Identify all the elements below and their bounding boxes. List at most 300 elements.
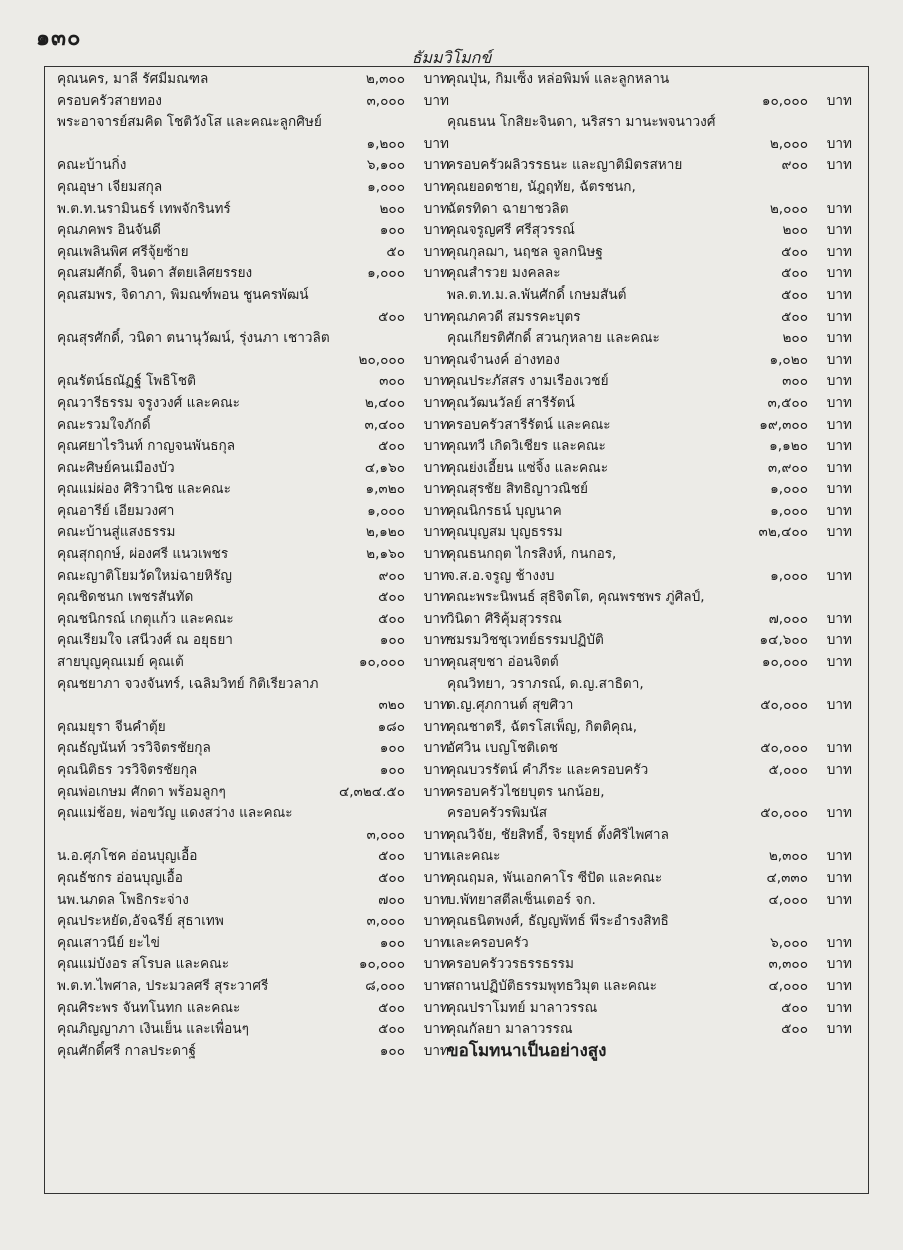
donor-entry xyxy=(57,566,449,588)
donation-amount: ๒,๐๐๐ xyxy=(769,135,808,152)
currency-unit: บาท xyxy=(826,762,852,778)
donor-entry xyxy=(57,695,449,717)
donor-entry xyxy=(447,1019,852,1041)
currency-unit: บาท xyxy=(826,697,852,714)
donor-name: คุณจำนงค์ อ่างทอง xyxy=(447,351,560,368)
donation-amount: ๑๐๐ xyxy=(379,632,405,649)
donor-name: คุณนคร, มาลี รัศมีมณฑล xyxy=(57,71,209,87)
donor-name: ฉัตรทิดา ฉายาชวลิต xyxy=(447,200,569,217)
donor-name: อัศวิน เบญโชติเดช xyxy=(447,740,558,757)
currency-unit: บาท xyxy=(423,178,449,195)
donor-entry xyxy=(57,652,449,674)
currency-unit: บาท xyxy=(423,265,449,282)
donation-amount: ๑๐๐ xyxy=(379,740,405,757)
donation-amount: ๔,๓๓๐ xyxy=(766,869,808,886)
donor-entry xyxy=(447,479,852,501)
donation-amount: ๕๐๐ xyxy=(378,848,405,865)
donor-entry xyxy=(57,242,449,264)
donor-entry xyxy=(447,738,852,760)
currency-unit: บาท xyxy=(826,1021,852,1038)
donation-amount: ๒,๐๐๐ xyxy=(769,200,808,217)
donor-name: คุณธนน โกสิยะจินดา, นริสรา มานะพจนาวงศ์ xyxy=(447,114,716,131)
donor-entry xyxy=(447,890,852,912)
donor-name: คุณแม่ผ่อง ศิริวานิช และคณะ xyxy=(57,481,231,498)
donor-name: คุณวิจัย, ชัยสิทธิ์, จิรยุทธ์ ตั้งศิริไพศาล xyxy=(447,826,669,843)
donor-entry xyxy=(447,415,852,437)
donor-entry xyxy=(57,868,449,890)
currency-unit: บาท xyxy=(826,308,852,325)
donor-entry xyxy=(57,393,449,415)
donor-name: ครอบครัวสายทอง xyxy=(57,92,162,109)
donation-amount: ๗๐๐ xyxy=(378,891,405,908)
donor-entry xyxy=(447,436,852,458)
donor-name: คุณบวรรัตน์ คำภีระ และครอบครัว xyxy=(447,762,649,778)
currency-unit: บาท xyxy=(826,459,852,476)
donor-name: คุณชิดชนก เพชรสันทัด xyxy=(57,589,194,606)
donor-name: คุณภควดี สมรรคะบุตร xyxy=(447,308,581,325)
donor-entry xyxy=(57,738,449,760)
donor-entry xyxy=(447,674,852,696)
currency-unit: บาท xyxy=(423,524,449,541)
currency-unit: บาท xyxy=(826,740,852,757)
donor-entry xyxy=(447,328,852,350)
donor-name: พ.ต.ท.ไพศาล, ประมวลศรี สุระวาศรี xyxy=(57,977,269,994)
donation-amount: ๔,๓๒๔.๕๐ xyxy=(338,783,405,800)
donor-name: คุณยอดชาย, นัฎฤทัย, ฉัตรชนก, xyxy=(447,178,636,195)
donor-entry xyxy=(447,220,852,242)
donor-entry xyxy=(57,458,449,480)
donor-name: และคณะ xyxy=(447,848,501,865)
donor-entry xyxy=(57,371,449,393)
donation-amount: ๓,๙๐๐ xyxy=(767,459,808,476)
currency-unit: บาท xyxy=(826,92,852,109)
donor-name: คุณวิทยา, วราภรณ์, ด.ญ.สาธิดา, xyxy=(447,675,644,692)
donor-entry xyxy=(57,112,449,134)
donor-name: คุณศิระพร จันทโนทก และคณะ xyxy=(57,999,241,1016)
donor-entry xyxy=(57,350,449,372)
donor-name: คุณเสาวนีย์ ยะไข่ xyxy=(57,934,160,951)
donor-name: พ.ต.ท.นรามินธร์ เทพจักรินทร์ xyxy=(57,200,231,217)
donation-amount: ๕๐๐ xyxy=(378,869,405,886)
currency-unit: บาท xyxy=(423,999,449,1016)
donor-entry xyxy=(447,652,852,674)
donor-list-box xyxy=(44,66,869,1194)
currency-unit: บาท xyxy=(826,394,852,411)
currency-unit: บาท xyxy=(826,200,852,217)
donation-amount: ๓๐๐ xyxy=(379,373,405,390)
donor-name: คุณสุรชัย สิทธิญาวณิชย์ xyxy=(447,481,589,498)
currency-unit: บาท xyxy=(423,481,449,498)
currency-unit: บาท xyxy=(826,373,852,390)
donor-name: คุณสุขชา อ่อนจิตต์ xyxy=(447,654,559,671)
donation-amount: ๓๒๐ xyxy=(378,697,405,714)
donor-name: คุณจรูญศรี ศรีสุวรรณ์ xyxy=(447,222,575,239)
donation-amount: ๕๐,๐๐๐ xyxy=(760,697,808,714)
donor-entry xyxy=(57,307,449,329)
donation-amount: ๑,๑๒๐ xyxy=(769,438,808,455)
donation-amount: ๒๐๐ xyxy=(782,330,808,347)
currency-unit: บาท xyxy=(423,891,449,908)
donation-amount: ๗,๐๐๐ xyxy=(768,610,808,627)
donation-amount: ๕๐๐ xyxy=(378,438,405,455)
donor-name: และครอบครัว xyxy=(447,934,529,951)
currency-unit: บาท xyxy=(423,373,449,390)
donation-amount: ๑,๐๐๐ xyxy=(770,502,808,519)
donation-amount: ๙๐๐ xyxy=(378,567,405,584)
donor-name: คุณปราโมทย์ มาลาวรรณ xyxy=(447,999,598,1016)
donor-entry xyxy=(57,998,449,1020)
donor-name: คุณเกียรติศักดิ์ สวนกุหลาย และคณะ xyxy=(447,330,660,347)
currency-unit: บาท xyxy=(423,783,449,800)
donor-name: คุณนิติธร วรวิจิตรชัยกุล xyxy=(57,762,198,778)
donor-entry xyxy=(57,846,449,868)
donor-name: สถานปฏิบัติธรรมพุทธวิมุต และคณะ xyxy=(447,977,657,994)
donor-name: คุณประหยัด,อัจฉรีย์ สุธาเทพ xyxy=(57,913,224,930)
donor-column-left xyxy=(57,69,449,1193)
donation-amount: ๕๐๐ xyxy=(378,1021,405,1038)
currency-unit: บาท xyxy=(826,243,852,260)
donor-name: คุณอุษา เจียมสกุล xyxy=(57,178,163,195)
donor-entry xyxy=(57,263,449,285)
donor-entry xyxy=(57,220,449,242)
donation-amount: ๑๐,๐๐๐ xyxy=(358,654,405,671)
donor-name: คุณวารีธรรม จรูงวงศ์ และคณะ xyxy=(57,394,240,411)
donor-entry xyxy=(447,155,852,177)
currency-unit: บาท xyxy=(423,934,449,951)
donation-amount: ๑,๐๐๐ xyxy=(770,481,808,498)
donor-entry xyxy=(57,609,449,631)
donation-amount: ๕๐๐ xyxy=(378,308,405,325)
donor-name: ครอบครัวสารีรัตน์ และคณะ xyxy=(447,416,611,433)
donor-entry xyxy=(57,544,449,566)
donation-amount: ๑๐๐ xyxy=(379,934,405,951)
donor-entry xyxy=(447,522,852,544)
donor-entry xyxy=(57,717,449,739)
donation-amount: ๕๐๐ xyxy=(781,1021,808,1038)
donor-name: ด.ญ.ศุภกานต์ สุขศิวา xyxy=(447,697,574,714)
donation-amount: ๑,๐๐๐ xyxy=(367,502,405,519)
donation-amount: ๕๐๐ xyxy=(781,308,808,325)
donor-entry xyxy=(57,890,449,912)
donation-amount: ๑๐๐ xyxy=(379,762,405,778)
donor-name: คุณภคพร อินจันดี xyxy=(57,222,161,239)
donor-name: คุณสำรวย มงคลละ xyxy=(447,265,561,282)
donor-name: น.อ.ศุภโชค อ่อนบุญเอื้อ xyxy=(57,848,198,865)
donor-name: คณะบ้านกิ่ง xyxy=(57,157,127,174)
donor-entry xyxy=(447,393,852,415)
donor-name: คุณสมพร, จิดาภา, พิมณฑ์พอน ชูนครพัฒน์ xyxy=(57,286,309,303)
donor-entry xyxy=(57,760,449,782)
currency-unit: บาท xyxy=(826,351,852,368)
currency-unit: บาท xyxy=(423,135,449,152)
currency-unit: บาท xyxy=(423,848,449,865)
donation-amount: ๕๐๐ xyxy=(781,286,808,303)
page-number: ๑๓๐ xyxy=(36,26,82,51)
donation-amount: ๕๐๐ xyxy=(781,999,808,1016)
donor-name: ครอบครัวรพิมนัส xyxy=(447,805,548,822)
donor-name: คุณชาตรี, ฉัตรโสเพ็ญ, กิตติคุณ, xyxy=(447,718,638,735)
donor-entry xyxy=(447,112,852,134)
currency-unit: บาท xyxy=(423,92,449,109)
donation-amount: ๒๐๐ xyxy=(379,200,405,217)
donor-name: คุณรัตน์ธณัฏฐ์ โพธิโชติ xyxy=(57,373,196,390)
donor-name: คุณบุญสม บุญธรรม xyxy=(447,524,563,541)
donor-entry xyxy=(447,242,852,264)
donation-amount: ๒,๔๐๐ xyxy=(364,394,405,411)
donor-entry xyxy=(57,177,449,199)
donor-entry xyxy=(57,1041,449,1063)
currency-unit: บาท xyxy=(826,632,852,649)
currency-unit: บาท xyxy=(423,697,449,714)
currency-unit: บาท xyxy=(423,157,449,174)
donation-amount: ๖,๑๐๐ xyxy=(366,157,405,174)
donor-entry xyxy=(57,415,449,437)
donor-name: คุณประภัสสร งามเรืองเวชย์ xyxy=(447,373,609,390)
donor-entry xyxy=(57,803,449,825)
donor-name: คุณสุรศักดิ์, วนิดา ตนานุวัฒน์, รุ่งนภา เชาวลิต xyxy=(57,330,330,347)
donor-entry xyxy=(447,69,852,91)
donor-name: สายบุญคุณเมย์ คุณเต้ xyxy=(57,654,184,671)
donor-name: คุณวัฒนวัลย์ สารีรัตน์ xyxy=(447,394,575,411)
donation-amount: ๓๒,๔๐๐ xyxy=(758,524,808,541)
donor-entry xyxy=(447,760,852,782)
donation-amount: ๕๐๐ xyxy=(781,243,808,260)
donation-amount: ๙๐๐ xyxy=(781,157,808,174)
donor-entry xyxy=(57,954,449,976)
currency-unit: บาท xyxy=(826,567,852,584)
currency-unit: บาท xyxy=(423,718,449,735)
donor-entry xyxy=(447,825,852,847)
currency-unit: บาท xyxy=(423,913,449,930)
currency-unit: บาท xyxy=(423,1021,449,1038)
donor-name: คณะญาติโยมวัดใหม่ฉายหิรัญ xyxy=(57,567,232,584)
currency-unit: บาท xyxy=(423,956,449,973)
currency-unit: บาท xyxy=(423,654,449,671)
currency-unit: บาท xyxy=(423,869,449,886)
donation-amount: ๘,๐๐๐ xyxy=(365,977,405,994)
currency-unit: บาท xyxy=(423,1042,449,1059)
donor-entry xyxy=(447,371,852,393)
donor-name: คุณชนิกรณ์ เกตุแก้ว และคณะ xyxy=(57,610,234,627)
donor-name: คุณสมศักดิ์, จินดา สัตยเลิศยรรยง xyxy=(57,265,253,282)
donor-name: คุณอารีย์ เอียมวงศา xyxy=(57,502,175,519)
currency-unit: บาท xyxy=(423,546,449,563)
donor-entry xyxy=(57,976,449,998)
donor-name: พระอาจารย์สมคิด โชติวังโส และคณะลูกศิษย์ xyxy=(57,114,322,131)
donor-name: คุณกุลฌา, นฤชล จูลกนิษฐ xyxy=(447,243,603,260)
donor-name: นพ.นภดล โพธิกระจ่าง xyxy=(57,891,189,908)
donor-name: คณะศิษย์คนเมืองบัว xyxy=(57,459,175,476)
donor-entry xyxy=(447,587,852,609)
donor-entry xyxy=(57,933,449,955)
currency-unit: บาท xyxy=(423,826,449,843)
donation-amount: ๕,๐๐๐ xyxy=(768,762,808,778)
donor-name: คุณเรียมใจ เสนีวงศ์ ณ อยุธยา xyxy=(57,632,233,649)
currency-unit: บาท xyxy=(423,459,449,476)
currency-unit: บาท xyxy=(423,977,449,994)
donor-entry xyxy=(447,782,852,804)
donor-name: คณะบ้านสู่แสงธรรม xyxy=(57,524,176,541)
donor-entry xyxy=(57,911,449,933)
donation-amount: ๓,๐๐๐ xyxy=(366,92,405,109)
currency-unit: บาท xyxy=(826,999,852,1016)
currency-unit: บาท xyxy=(826,502,852,519)
donor-name: คุณทวี เกิดวิเชียร และคณะ xyxy=(447,438,606,455)
currency-unit: บาท xyxy=(423,394,449,411)
currency-unit: บาท xyxy=(826,956,852,973)
donation-amount: ๓,๓๐๐ xyxy=(768,956,808,973)
currency-unit: บาท xyxy=(826,481,852,498)
donation-amount: ๓,๐๐๐ xyxy=(366,913,405,930)
donation-amount: ๑๘๐ xyxy=(377,718,405,735)
currency-unit: บาท xyxy=(423,567,449,584)
donor-entry xyxy=(447,458,852,480)
currency-unit: บาท xyxy=(423,610,449,627)
donation-amount: ๕๐๐ xyxy=(378,999,405,1016)
donation-amount: ๔,๐๐๐ xyxy=(768,977,808,994)
donor-entry xyxy=(57,1019,449,1041)
currency-unit: บาท xyxy=(423,416,449,433)
donation-amount: ๒๐,๐๐๐ xyxy=(358,351,405,368)
currency-unit: บาท xyxy=(826,654,852,671)
donor-entry xyxy=(447,307,852,329)
donor-name: ครอบครัววรธรรธรรม xyxy=(447,956,574,973)
currency-unit: บาท xyxy=(826,222,852,239)
donor-entry xyxy=(57,134,449,156)
donation-amount: ๕๐๐ xyxy=(378,610,405,627)
donor-entry xyxy=(57,782,449,804)
donor-name: คุณภิญญาภา เงินเย็น และเพื่อนๆ xyxy=(57,1021,249,1038)
donor-name: คุณธัญนันท์ วรวิจิตรชัยกุล xyxy=(57,740,211,757)
donor-entry xyxy=(447,998,852,1020)
donation-amount: ๕๐,๐๐๐ xyxy=(760,805,808,822)
donor-name: ครอบครัวไชยบุตร นกน้อย, xyxy=(447,783,605,800)
currency-unit: บาท xyxy=(423,71,449,87)
donor-entry xyxy=(447,263,852,285)
donor-name: คุณแม่บังอร สโรบล และคณะ xyxy=(57,956,230,973)
donor-name: คุณธนกฤต ไกรสิงห์, กนกอร, xyxy=(447,546,617,563)
currency-unit: บาท xyxy=(423,200,449,217)
donor-entry xyxy=(447,199,852,221)
donor-name: คุณศยาไรวินท์ กาญจนพันธกุล xyxy=(57,438,236,455)
donation-amount: ๕๐ xyxy=(386,243,405,260)
currency-unit: บาท xyxy=(826,265,852,282)
currency-unit: บาท xyxy=(423,222,449,239)
donor-name: คุณแม่ช้อย, พ่อขวัญ แดงสว่าง และคณะ xyxy=(57,805,293,822)
donor-entry xyxy=(57,479,449,501)
donor-name: วินิดา ศิริคุ้มสุวรรณ xyxy=(447,610,562,627)
donor-entry xyxy=(57,674,449,696)
donor-entry xyxy=(57,630,449,652)
currency-unit: บาท xyxy=(826,610,852,627)
donation-amount: ๑๔,๖๐๐ xyxy=(759,632,808,649)
currency-unit: บาท xyxy=(826,286,852,303)
currency-unit: บาท xyxy=(423,762,449,778)
donor-entry xyxy=(447,976,852,998)
donor-entry xyxy=(447,717,852,739)
currency-unit: บาท xyxy=(423,502,449,519)
currency-unit: บาท xyxy=(423,351,449,368)
donor-name: พล.ต.ท.ม.ล.พันศักดิ์ เกษมสันต์ xyxy=(447,286,627,303)
donor-entry xyxy=(447,91,852,113)
currency-unit: บาท xyxy=(423,243,449,260)
donor-entry xyxy=(57,522,449,544)
closing-text: ขอโมทนาเป็นอย่างสูง xyxy=(447,1040,607,1061)
donor-name: คุณมยุรา จีนคำตุ้ย xyxy=(57,718,166,735)
donor-name: คุณเพลินพิศ ศรีจุ้ยซ้าย xyxy=(57,243,189,260)
currency-unit: บาท xyxy=(826,524,852,541)
donation-amount: ๒๐๐ xyxy=(782,222,808,239)
donor-entry xyxy=(447,177,852,199)
donor-entry xyxy=(447,954,852,976)
donation-amount: ๓,๐๐๐ xyxy=(366,826,405,843)
running-header: ธัมมวิโมกข์ xyxy=(411,48,492,67)
donor-name: ชมรมวิชชุเวทย์ธรรมปฏิบัติ xyxy=(447,632,604,649)
donation-amount: ๕๐,๐๐๐ xyxy=(760,740,808,757)
donor-name: คุณสุกฤกษ์, ผ่องศรี แนวเพชร xyxy=(57,546,229,563)
donor-entry xyxy=(447,803,852,825)
donation-amount: ๓,๕๐๐ xyxy=(767,394,808,411)
donor-entry xyxy=(447,630,852,652)
donor-entry xyxy=(447,846,852,868)
donor-entry xyxy=(447,285,852,307)
donation-amount: ๒,๑๒๐ xyxy=(365,524,405,541)
donor-entry xyxy=(447,566,852,588)
currency-unit: บาท xyxy=(423,740,449,757)
donation-amount: ๕๐๐ xyxy=(378,589,405,606)
donation-amount: ๑๐,๐๐๐ xyxy=(358,956,405,973)
donation-amount: ๒,๓๐๐ xyxy=(365,71,405,87)
donation-amount: ๑,๒๐๐ xyxy=(366,135,405,152)
currency-unit: บาท xyxy=(826,157,852,174)
currency-unit: บาท xyxy=(826,848,852,865)
currency-unit: บาท xyxy=(826,934,852,951)
donor-name: จ.ส.อ.จรูญ ช้างงบ xyxy=(447,567,555,584)
currency-unit: บาท xyxy=(826,977,852,994)
donor-entry xyxy=(57,501,449,523)
donor-entry xyxy=(447,544,852,566)
donor-entry xyxy=(447,911,852,933)
donation-amount: ๑,๐๐๐ xyxy=(770,567,808,584)
currency-unit: บาท xyxy=(423,632,449,649)
donation-amount: ๔,๐๐๐ xyxy=(768,891,808,908)
donor-entry xyxy=(57,587,449,609)
currency-unit: บาท xyxy=(826,438,852,455)
donor-name: บ.พัทยาสตีลเซ็นเตอร์ จก. xyxy=(447,891,596,908)
donation-amount: ๖,๐๐๐ xyxy=(770,934,808,951)
currency-unit: บาท xyxy=(423,438,449,455)
donation-amount: ๒,๓๐๐ xyxy=(768,848,808,865)
currency-unit: บาท xyxy=(826,805,852,822)
donation-amount: ๑,๐๐๐ xyxy=(367,265,405,282)
donation-amount: ๑,๓๒๐ xyxy=(365,481,405,498)
donation-amount: ๑๐๐ xyxy=(379,222,405,239)
donation-amount: ๑๐๐ xyxy=(379,1042,405,1059)
donation-amount: ๑,๐๐๐ xyxy=(367,178,405,195)
donor-name: คุณศักดิ์ศรี กาลประดาฐ์ xyxy=(57,1042,197,1059)
donor-entry xyxy=(57,91,449,113)
donor-name: คณะพระนิพนธ์ สุธิจิตโต, คุณพรชพร ภู่ศิลป์, xyxy=(447,589,705,606)
currency-unit: บาท xyxy=(826,416,852,433)
donor-name: คุณกัลยา มาลาวรรณ xyxy=(447,1021,573,1038)
donor-entry xyxy=(57,328,449,350)
donor-entry xyxy=(57,155,449,177)
donor-entry xyxy=(57,199,449,221)
donor-entry xyxy=(57,825,449,847)
donation-amount: ๑,๐๒๐ xyxy=(769,351,808,368)
donor-name: คณะรวมใจภักดิ์ xyxy=(57,416,151,433)
donation-amount: ๓,๔๐๐ xyxy=(364,416,405,433)
